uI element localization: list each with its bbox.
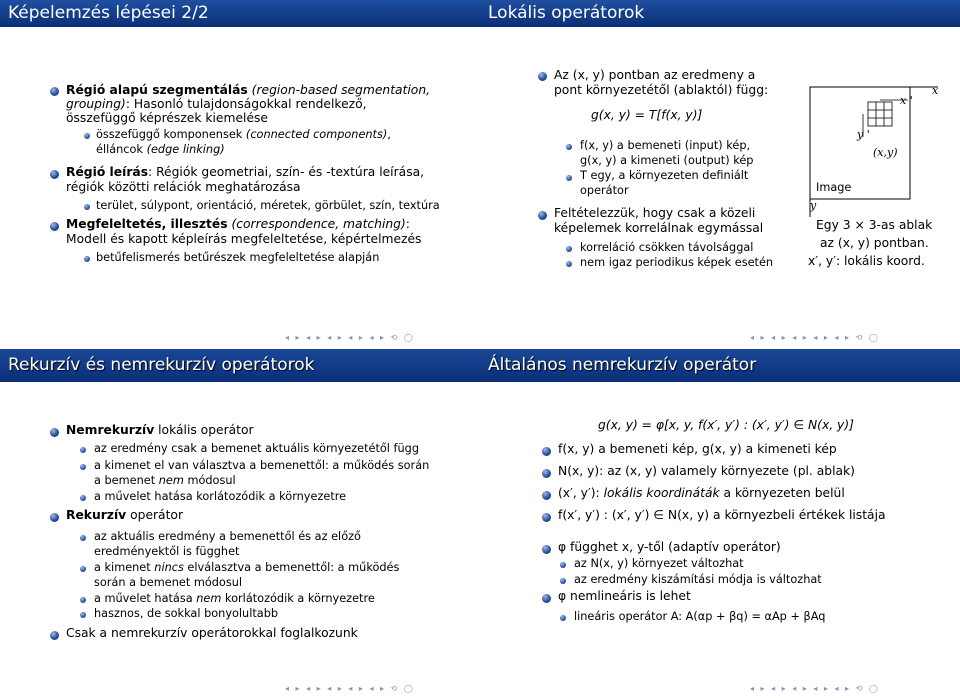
xy-label: (x,y) — [873, 146, 898, 159]
bullet-icon — [542, 545, 551, 554]
bullet-icon — [50, 170, 59, 179]
slide-title: Rekurzív és nemrekurzív operátorok — [8, 355, 315, 375]
text-line: nem igaz periodikus képek esetén — [580, 256, 774, 269]
bullet-icon — [542, 594, 551, 603]
text-line: Régió alapú szegmentálás (region-based segmentation, — [66, 83, 431, 97]
slide-title: Képelemzés lépései 2/2 — [8, 3, 209, 23]
caption-line: x′, y′: lokális koord. — [808, 254, 925, 268]
text-line: Régió leírás: Régiók geometriai, szín- és -textúra leírása, — [66, 165, 425, 179]
slide-rekurziv — [0, 349, 480, 698]
sub-bullet-icon — [80, 612, 86, 618]
bullet-icon — [50, 222, 59, 231]
slide-title: Általános nemrekurzív operátor — [488, 355, 757, 375]
image-label: Image — [816, 181, 852, 194]
slide-kepelemzes — [0, 0, 480, 349]
text-line: g(x, y) a kimeneti (output) kép — [580, 154, 754, 167]
sub-bullet-icon — [560, 578, 566, 584]
text-line: f(x, y) a bemeneti kép, g(x, y) a kimeneti kép — [558, 442, 837, 456]
text-line: operátor — [580, 184, 629, 197]
text-line: Rekurzív operátor — [66, 508, 183, 522]
text-line: Feltételezzük, hogy csak a közeli — [554, 206, 756, 220]
nav-symbols[interactable]: ◂ ▸ ◂ ▸ ◂ ▸ ◂ ▸ ◂ ▸ ⟲ ◯ — [285, 684, 415, 693]
text-line: Csak a nemrekurzív operátorokkal foglalkozunk — [66, 626, 358, 640]
text-line: az eredmény kiszámítási módja is változhat — [574, 573, 822, 586]
text-line: grouping): Hasonló tulajdonságokkal rendelkező, — [66, 97, 367, 111]
slide-title-bar — [480, 0, 960, 27]
text-line: hasznos, de sokkal bonyolultabb — [94, 607, 279, 620]
sub-bullet-icon — [84, 133, 90, 139]
sub-bullet-icon — [80, 566, 86, 572]
bullet-icon — [50, 631, 59, 640]
bullet-icon — [542, 469, 551, 478]
text-line: összefüggő képrészek kiemelése — [66, 111, 268, 125]
text-line: lineáris operátor A: A(αp + βq) = αAp + βAq — [574, 610, 826, 623]
bullet-icon — [50, 513, 59, 522]
caption-line: az (x, y) pontban. — [820, 236, 929, 250]
text-line: f(x, y) a bemeneti (input) kép, — [580, 139, 751, 152]
sub-bullet-icon — [566, 246, 572, 252]
sub-bullet-icon — [566, 175, 572, 181]
x-label: x — [932, 84, 939, 97]
bullet-icon — [538, 72, 547, 81]
text-line: f(x′, y′) : (x′, y′) ∈ N(x, y) a környezbeli értékek listája — [558, 508, 886, 522]
sub-bullet-icon — [80, 597, 86, 603]
slide-title-bar — [480, 349, 960, 382]
text-line: az N(x, y) környezet változhat — [574, 557, 744, 570]
text-line: a művelet hatása nem korlátozódik a környezetre — [94, 592, 375, 605]
nav-symbols[interactable]: ◂ ▸ ◂ ▸ ◂ ▸ ◂ ▸ ◂ ▸ ⟲ ◯ — [750, 684, 880, 693]
slide-altalanos — [480, 349, 960, 698]
nav-symbols[interactable]: ◂ ▸ ◂ ▸ ◂ ▸ ◂ ▸ ◂ ▸ ⟲ ◯ — [750, 333, 880, 342]
sub-bullet-icon — [84, 256, 90, 262]
xprime-label: x ' — [900, 94, 913, 107]
text-line: a bemenet nem módosul — [94, 474, 236, 487]
slide-title-bar — [0, 0, 480, 27]
text-line: Az (x, y) pontban az eredmeny a — [554, 68, 756, 82]
caption-line: Egy 3 × 3-as ablak — [816, 218, 933, 232]
text-line: korreláció csökken távolsággal — [580, 241, 754, 254]
formula: g(x, y) = T[f(x, y)] — [591, 108, 703, 122]
y-label: y — [810, 199, 817, 212]
text-line: N(x, y): az (x, y) valamely környezete (pl. ablak) — [558, 464, 855, 478]
nav-symbols[interactable]: ◂ ▸ ◂ ▸ ◂ ▸ ◂ ▸ ◂ ▸ ⟲ ◯ — [285, 333, 415, 342]
sub-bullet-icon — [80, 447, 86, 453]
text-line: képelemek korrelálnak egymással — [554, 221, 764, 235]
text-line: a művelet hatása korlátozódik a környezetre — [94, 490, 347, 503]
bullet-icon — [50, 87, 59, 96]
text-line: pont környezetétől (ablaktól) függ: — [554, 83, 769, 97]
bullet-icon — [538, 211, 547, 220]
text-line: Modell és kapott képleírás megfeleltetése, képértelmezés — [66, 232, 422, 246]
bullet-icon — [542, 447, 551, 456]
text-line: régiók közötti relációk meghatározása — [66, 180, 301, 194]
bullet-icon — [50, 428, 59, 437]
bullet-icon — [542, 513, 551, 522]
text-line: eredményektől is függhet — [94, 545, 240, 558]
text-line: során a bemenet módosul — [94, 576, 243, 589]
sub-bullet-icon — [560, 615, 566, 621]
text-line: a kimenet el van választva a bemenettől: a működés során — [94, 459, 430, 472]
text-line: betűfelismerés betűrészek megfeleltetése alapján — [96, 251, 380, 264]
slide-title-bar — [0, 349, 480, 382]
sub-bullet-icon — [80, 535, 86, 541]
text-line: az eredmény csak a bemenet aktuális környezetétől függ — [94, 442, 420, 455]
text-line: φ függhet x, y-től (adaptív operátor) — [558, 540, 781, 554]
text-line: Megfeleltetés, illesztés (correspondence, matching): — [66, 217, 410, 231]
sub-bullet-icon — [80, 495, 86, 501]
text-line: az aktuális eredmény a bemenettől és az előző — [94, 530, 361, 543]
sub-bullet-icon — [84, 204, 90, 210]
text-line: a kimenet nincs elválasztva a bemenettől: a működés — [94, 561, 400, 574]
text-line: élláncok (edge linking) — [96, 143, 225, 156]
slide-title: Lokális operátorok — [488, 3, 645, 23]
text-line: (x′, y′): lokális koordináták a környezeten belül — [558, 486, 845, 500]
yprime-label: y ' — [857, 128, 870, 141]
text-line: összefüggő komponensek (connected components), — [96, 128, 391, 141]
text-line: φ nemlineáris is lehet — [558, 589, 691, 603]
sub-bullet-icon — [566, 144, 572, 150]
text-line: terület, súlypont, orientáció, méretek, görbület, szín, textúra — [96, 199, 440, 212]
formula: g(x, y) = φ[x, y, f(x′, y′) : (x′, y′) ∈ N(x, y)] — [598, 418, 854, 432]
sub-bullet-icon — [80, 464, 86, 470]
slide-lokalis-operatorok — [480, 0, 960, 349]
text-line: T egy, a környezeten definiált — [580, 169, 749, 182]
bullet-icon — [542, 491, 551, 500]
text-line: Nemrekurzív lokális operátor — [66, 423, 254, 437]
sub-bullet-icon — [560, 562, 566, 568]
sub-bullet-icon — [566, 261, 572, 267]
